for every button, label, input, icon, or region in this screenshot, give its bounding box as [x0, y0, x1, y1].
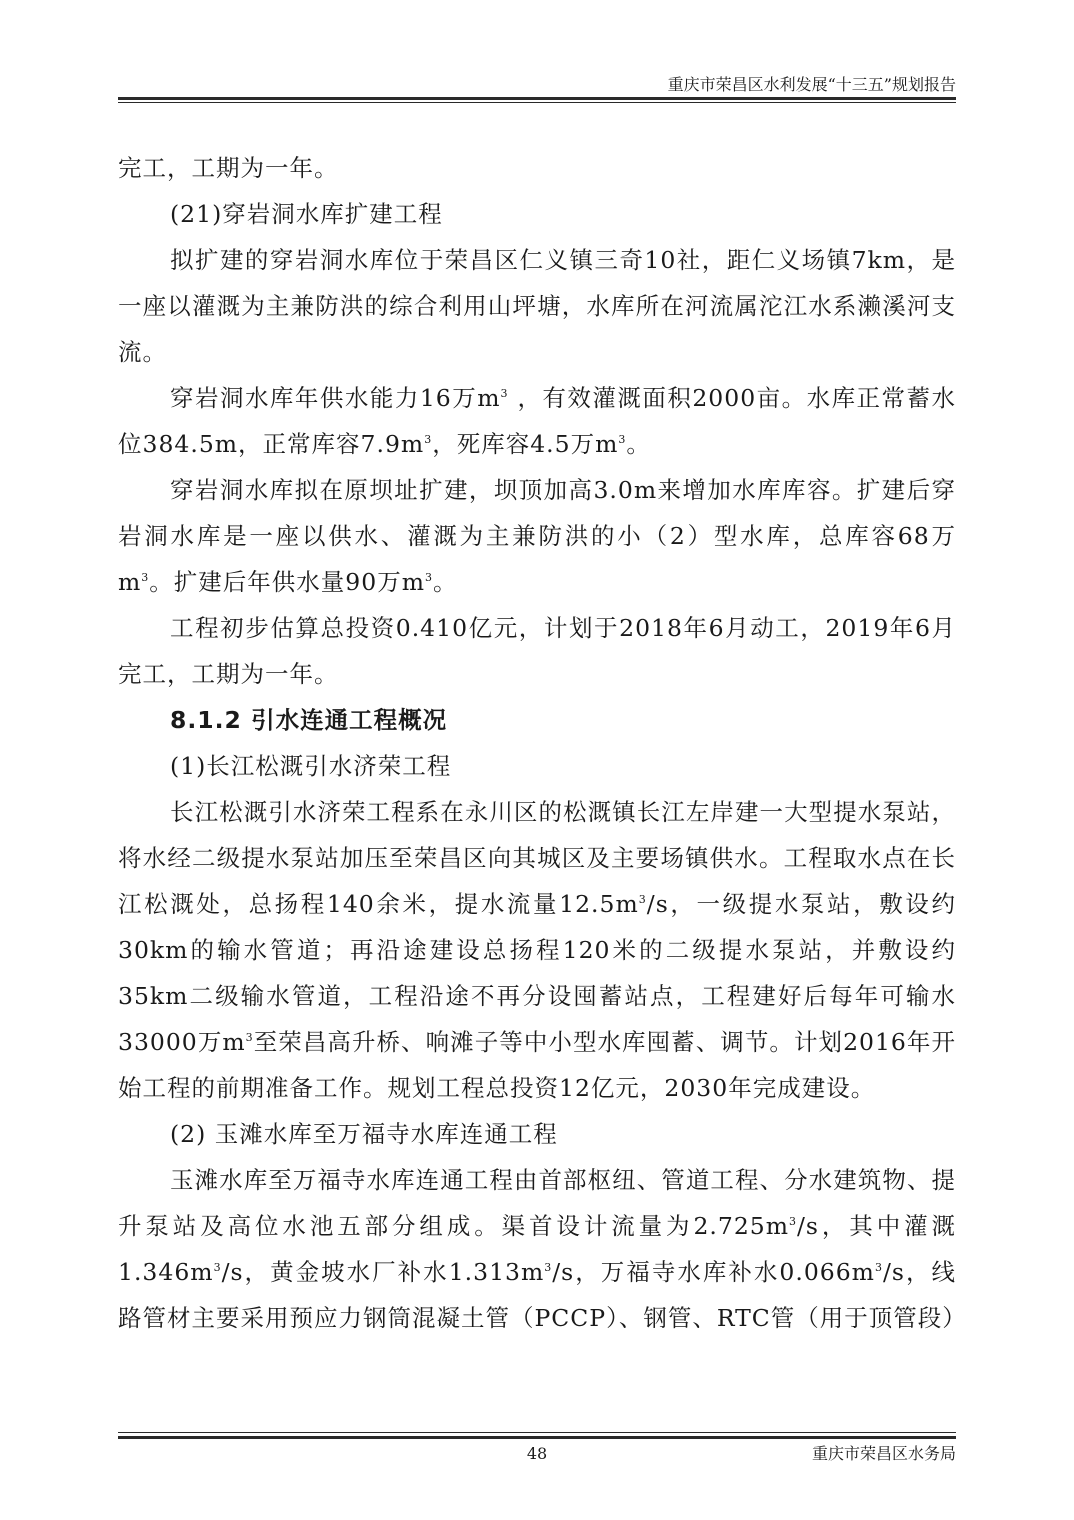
section-heading: 8.1.2 引水连通工程概况 [170, 706, 448, 734]
footer-organization: 重庆市荣昌区水务局 [811, 1444, 956, 1463]
page-header: 重庆市荣昌区水利发展“十三五”规划报告 [667, 75, 956, 94]
paragraph: 完工，工期为一年。 [118, 154, 339, 182]
paragraph: 拟扩建的穿岩洞水库位于荣昌区仁义镇三奇10社，距仁义场镇7km，是一座以灌溉为主兼防洪的综合利用山坪塘，水库所在河流属沱江水系濑溪河支流。 [118, 246, 956, 366]
paragraph: 玉滩水库至万福寺水库连通工程由首部枢纽、管道工程、分水建筑物、提升泵站及高位水池五部分组成。渠首设计流量为$2.725m^3/s$，其中灌溉$1.346m^3/s$，黄金坡水厂补水$1.313m^3/s$，万福寺水库补水$0.066m^3/s$，线路管材主要采用预应力钢筒混凝土管（PCCP）、钢管、RTC管（用于顶管段） [118, 1166, 967, 1332]
footer-rule [118, 1436, 956, 1439]
header-rule [118, 97, 956, 100]
footer-rule-thin [118, 1432, 956, 1433]
page-number: 48 [526, 1444, 548, 1463]
paragraph: 长江松溉引水济荣工程系在永川区的松溉镇长江左岸建一大型提水泵站，将水经二级提水泵站加压至荣昌区向其城区及主要场镇供水。工程取水点在长江松溉处，总扬程140余米，提水流量$12.5m^3/s$，一级提水泵站，敷设约30km的输水管道；再沿途建设总扬程120米的二级提水泵站，并敷设约35km二级输水管道，工程沿途不再分设囤蓄站点，工程建好后每年可输水33000万$m^3$至荣昌高升桥、响滩子等中小型水库囤蓄、调节。计划2016年开始工程的前期准备工作。规划工程总投资12亿元，2030年完成建设。 [118, 798, 956, 1102]
item-title: (2) 玉滩水库至万福寺水库连通工程 [170, 1120, 558, 1148]
page-body [118, 145, 967, 1341]
item-title: (21)穿岩洞水库扩建工程 [170, 200, 443, 228]
paragraph: 工程初步估算总投资0.410亿元，计划于2018年6月动工，2019年6月完工，工期为一年。 [118, 614, 956, 688]
header-rule-thin [118, 102, 956, 103]
paragraph: 穿岩洞水库年供水能力16万$m^3$ ，有效灌溉面积2000亩。水库正常蓄水位384.5m，正常库容$7.9m^3$，死库容4.5万$m^3$。 [118, 384, 957, 458]
paragraph: 穿岩洞水库拟在原坝址扩建，坝顶加高3.0m来增加水库库容。扩建后穿岩洞水库是一座以供水、灌溉为主兼防洪的小（2）型水库，总库容68万$m^3$。扩建后年供水量90万$m^3$。 [118, 476, 956, 596]
item-title: (1)长江松溉引水济荣工程 [170, 752, 452, 780]
